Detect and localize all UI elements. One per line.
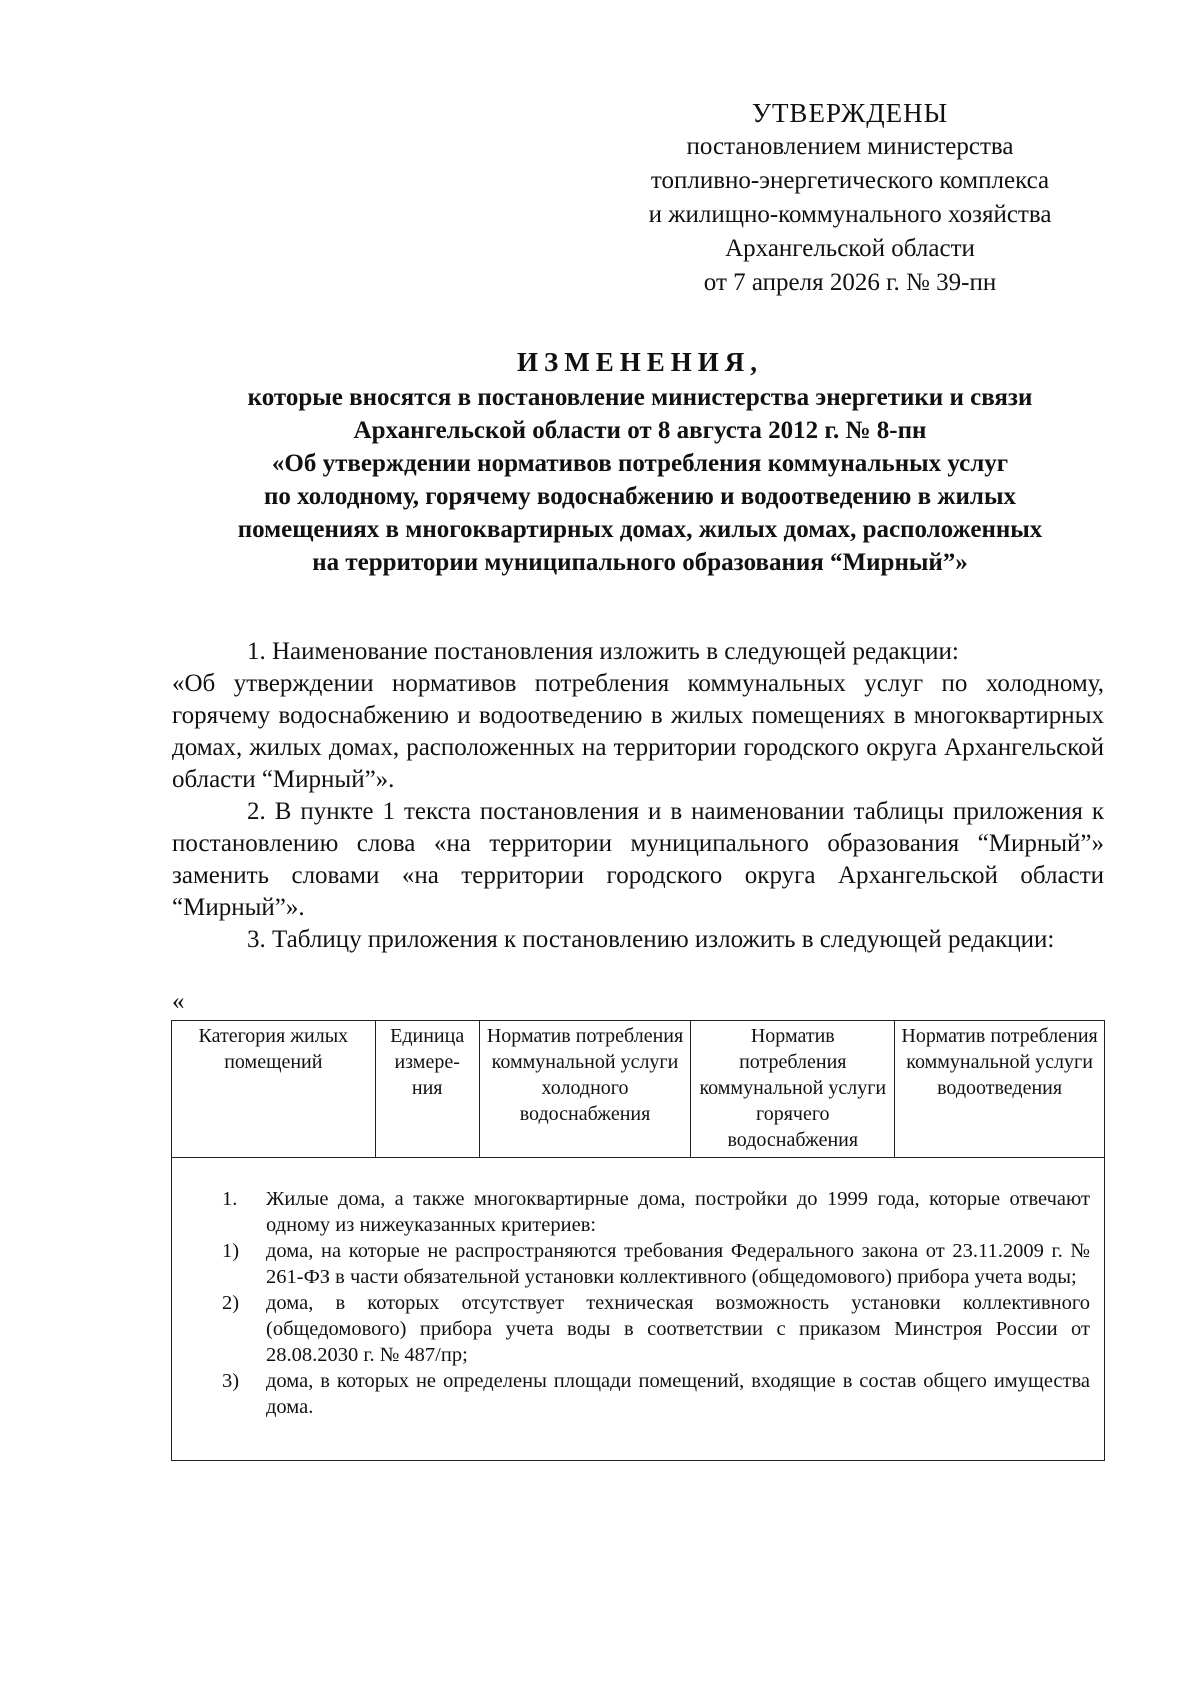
approval-date: от 7 апреля 2026 г. № 39-пн xyxy=(703,269,997,296)
table-header-row xyxy=(172,1021,1105,1158)
paragraph-2: 2. В пункте 1 текста постановления и в наименовании таблицы приложения к постановлению слова «на территории муниципального образования “Мирный”» заменить словами «на территории городского округа Архангельской области “Мирный”». xyxy=(172,798,1104,921)
title-heading: ИЗМЕНЕНИЯ, xyxy=(516,347,763,377)
list-item xyxy=(222,1368,1090,1420)
item-text: Жилые дома, а также многоквартирные дома, постройки до 1999 года, которые отвечают одному из нижеуказанных критериев: xyxy=(266,1188,1090,1236)
item-number: 1. xyxy=(222,1188,238,1210)
title-line: по холодному, горячему водоснабжению и водоотведению в жилых xyxy=(264,483,1016,510)
list-item xyxy=(222,1290,1090,1368)
header-drainage: Норматив потребления коммунальной услуги водоотведения xyxy=(895,1021,1105,1158)
list-item xyxy=(222,1186,1090,1238)
table-row xyxy=(172,1158,1105,1461)
approval-line: топливно-энергетического комплекса xyxy=(650,167,1050,194)
paragraph-3: 3. Таблицу приложения к постановлению изложить в следующей редакции: xyxy=(247,926,1055,953)
title-line: которые вносятся в постановление министерства энергетики и связи xyxy=(247,384,1033,411)
item-number: 1) xyxy=(222,1240,240,1262)
title-line: Архангельской области от 8 августа 2012 г. № 8-пн xyxy=(353,417,927,444)
header-category: Категория жилых помещений xyxy=(172,1021,376,1158)
body-text xyxy=(172,636,1104,956)
item-number: 2) xyxy=(222,1292,240,1314)
header-hot-water: Норматив потребления коммунальной услуги горячего водоснабжения xyxy=(691,1021,895,1158)
title-line: «Об утверждении нормативов потребления коммунальных услуг xyxy=(271,450,1009,477)
list-item xyxy=(222,1238,1090,1290)
item-number: 3) xyxy=(222,1370,240,1392)
criteria-list xyxy=(222,1186,1090,1420)
title-line: помещениях в многоквартирных домах, жилых домах, расположенных xyxy=(237,516,1043,543)
title-line: на территории муниципального образования “Мирный”» xyxy=(312,549,968,576)
paragraph-1-quote: «Об утверждении нормативов потребления коммунальных услуг по холодному, горячему водоснабжению и водоотведению в жилых помещениях в многоквартирных домах, жилых домах, расположенных на территории городского округа Архангельской области “Мирный”». xyxy=(172,670,1104,793)
item-text: дома, в которых не определены площади помещений, входящие в состав общего имущества дома. xyxy=(266,1370,1090,1418)
opening-quote-mark: « xyxy=(172,988,185,1015)
approval-line: постановлением министерства xyxy=(686,133,1014,160)
header-cold-water: Норматив потребления коммунальной услуги холодного водоснабжения xyxy=(479,1021,691,1158)
paragraph-1: 1. Наименование постановления изложить в следующей редакции: xyxy=(247,638,959,665)
header-unit: Единица измере-ния xyxy=(375,1021,479,1158)
approval-heading: УТВЕРЖДЕНЫ xyxy=(751,98,949,128)
item-text: дома, на которые не распространяются требования Федерального закона от 23.11.2009 г. № 261-ФЗ в части обязательной установки коллективного (общедомового) прибора учета воды; xyxy=(266,1240,1090,1288)
approval-line: Архангельской области xyxy=(725,235,975,262)
document-title xyxy=(160,346,1120,579)
approval-line: и жилищно-коммунального хозяйства xyxy=(648,201,1052,228)
approval-stamp xyxy=(600,96,1100,300)
item-text: дома, в которых отсутствует техническая возможность установки коллективного (общедомового) прибора учета воды в соответствии с приказом Минстроя России от 28.08.2030 г. № 487/пр; xyxy=(266,1292,1090,1366)
criteria-cell xyxy=(172,1158,1105,1461)
norms-table xyxy=(171,1020,1105,1461)
